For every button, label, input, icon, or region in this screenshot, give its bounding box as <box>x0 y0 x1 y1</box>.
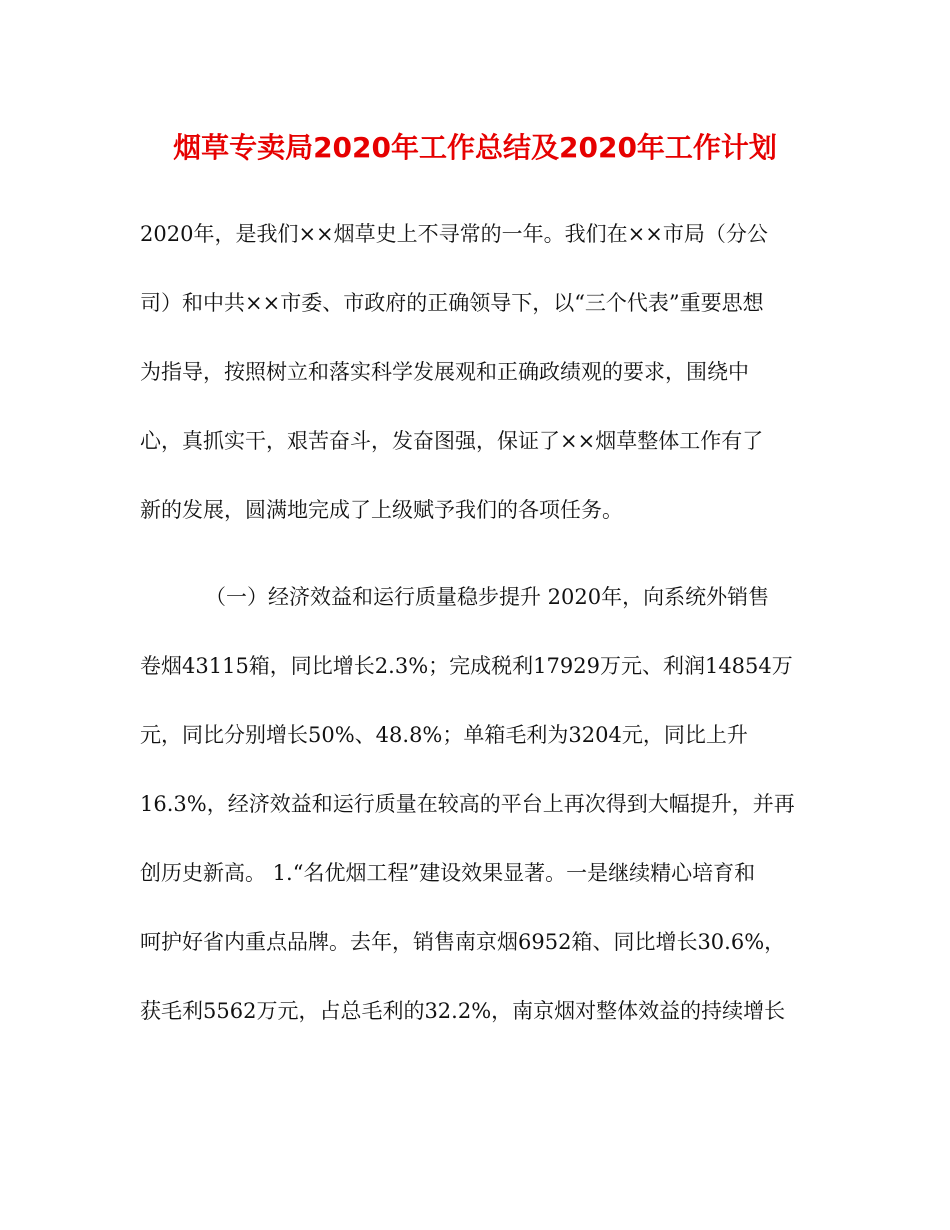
document-title: 烟草专卖局2020年工作总结及2020年工作计划 <box>173 131 777 164</box>
paragraph-line: 司）和中共××市委、市政府的正确领导下，以“三个代表”重要思想 <box>140 291 764 315</box>
paragraph-line: 卷烟43115箱，同比增长2.3%；完成税利17929万元、利润14854万 <box>140 654 793 678</box>
paragraph-line: 元，同比分别增长50%、48.8%；单箱毛利为3204元，同比上升 <box>140 723 748 747</box>
paragraph-line: （一）经济效益和运行质量稳步提升 2020年，向系统外销售 <box>205 585 770 609</box>
paragraph-line: 2020年，是我们××烟草史上不寻常的一年。我们在××市局（分公 <box>140 222 768 246</box>
paragraph-line: 心，真抓实干，艰苦奋斗，发奋图强，保证了××烟草整体工作有了 <box>140 429 764 453</box>
paragraph-line: 获毛利5562万元，占总毛利的32.2%，南京烟对整体效益的持续增长 <box>140 999 786 1023</box>
paragraph-line: 呵护好省内重点品牌。去年，销售南京烟6952箱、同比增长30.6%， <box>140 930 786 954</box>
paragraph-line: 为指导，按照树立和落实科学发展观和正确政绩观的要求，围绕中 <box>140 360 749 384</box>
paragraph-line: 16.3%，经济效益和运行质量在较高的平台上再次得到大幅提升，并再 <box>140 792 795 816</box>
paragraph-line: 创历史新高。 1.“名优烟工程”建设效果显著。一是继续精心培育和 <box>140 861 756 885</box>
paragraph-line: 新的发展，圆满地完成了上级赋予我们的各项任务。 <box>140 498 623 522</box>
